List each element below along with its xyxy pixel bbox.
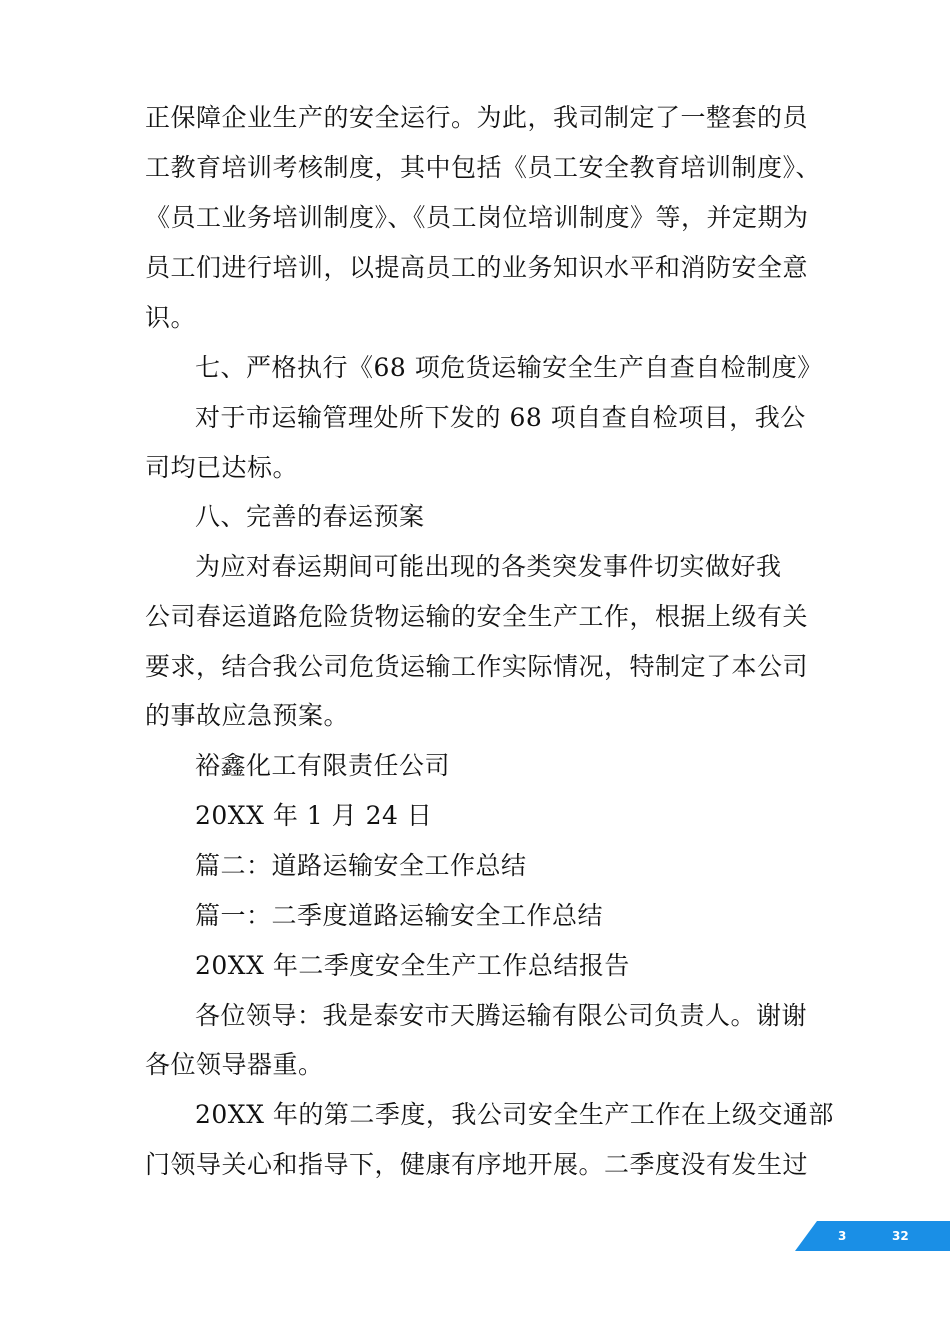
document-date: 20XX 年 1 月 24 日 — [195, 801, 433, 830]
paragraph-line: 要求，结合我公司危货运输工作实际情况，特制定了本公司 — [145, 652, 809, 681]
paragraph-line: 对于市运输管理处所下发的 68 项自查自检项目，我公 — [195, 403, 806, 432]
page-number-bar — [795, 1221, 950, 1251]
paragraph-line: 公司春运道路危险货物运输的安全生产工作，根据上级有关 — [145, 602, 809, 631]
paragraph-line: 司均已达标。 — [145, 453, 299, 482]
paragraph-line: 各位领导器重。 — [145, 1050, 324, 1079]
paragraph-line: 20XX 年的第二季度，我公司安全生产工作在上级交通部 — [195, 1100, 834, 1129]
paragraph-line: 正保障企业生产的安全运行。为此，我司制定了一整套的员 — [145, 103, 809, 132]
chapter-title: 篇一：二季度道路运输安全工作总结 — [195, 901, 604, 930]
paragraph-line: 员工们进行培训，以提高员工的业务知识水平和消防安全意 — [145, 253, 809, 282]
paragraph-line: 识。 — [145, 303, 197, 332]
paragraph-line: 为应对春运期间可能出现的各类突发事件切实做好我 — [195, 552, 782, 581]
report-title: 20XX 年二季度安全生产工作总结报告 — [195, 951, 630, 980]
paragraph-line: 工教育培训考核制度，其中包括《员工安全教育培训制度》、 — [145, 153, 822, 182]
chapter-title: 篇二：道路运输安全工作总结 — [195, 851, 527, 880]
total-pages: 32 — [892, 1229, 909, 1243]
section-heading: 八、完善的春运预案 — [195, 502, 425, 531]
section-heading: 七、严格执行《68 项危货运输安全生产自查自检制度》 — [195, 353, 823, 382]
paragraph-line: 《员工业务培训制度》、《员工岗位培训制度》等，并定期为 — [145, 203, 809, 232]
paragraph-line: 各位领导：我是泰安市天腾运输有限公司负责人。谢谢 — [195, 1001, 808, 1030]
paragraph-line: 门领导关心和指导下，健康有序地开展。二季度没有发生过 — [145, 1150, 809, 1179]
paragraph-line: 的事故应急预案。 — [145, 701, 350, 730]
page-number: 3 — [838, 1229, 847, 1243]
company-name: 裕鑫化工有限责任公司 — [195, 751, 451, 780]
